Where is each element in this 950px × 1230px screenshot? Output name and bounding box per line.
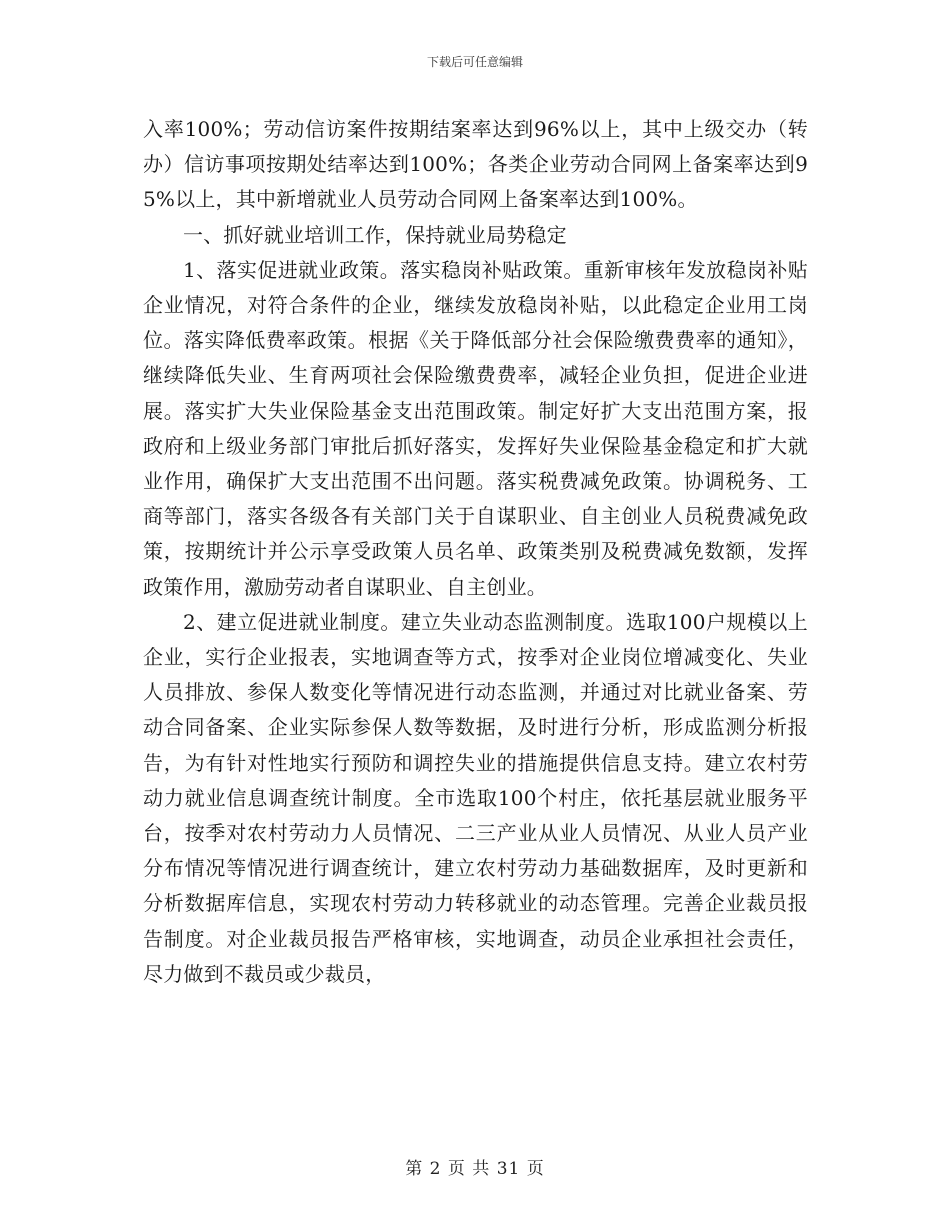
document-body — [143, 112, 808, 992]
paragraph-employment-policy: 1、落实促进就业政策。落实稳岗补贴政策。重新审核年发放稳岗补贴企业情况，对符合条件的企业，继续发放稳岗补贴，以此稳定企业用工岗位。落实降低费率政策。根据《关于降低部分社会保险缴费费率的通知》，继续降低失业、生育两项社会保险缴费费率，减轻企业负担，促进企业进展。落实扩大失业保险基金支出范围政策。制定好扩大支出范围方案，报政府和上级业务部门审批后抓好落实，发挥好失业保险基金稳定和扩大就业作用，确保扩大支出范围不出问题。落实税费减免政策。协调税务、工商等部门，落实各级各有关部门关于自谋职业、自主创业人员税费减免政策，按期统计并公示享受政策人员名单、政策类别及税费减免数额，发挥政策作用，激励劳动者自谋职业、自主创业。 — [143, 257, 808, 599]
section-heading: 一、抓好就业培训工作，保持就业局势稳定 — [183, 222, 567, 247]
paragraph-continuation: 入率100%；劳动信访案件按期结案率达到96%以上，其中上级交办（转办）信访事项按期处结率达到100%；各类企业劳动合同网上备案率达到95%以上，其中新增就业人员劳动合同网上备案率达到100%。 — [143, 117, 808, 212]
document-header-note: 下载后可任意编辑 — [426, 55, 523, 69]
page-number: 第 2 页 共 31 页 — [405, 1159, 545, 1179]
paragraph-employment-system: 2、建立促进就业制度。建立失业动态监测制度。选取100户规模以上企业，实行企业报表，实地调查等方式，按季对企业岗位增减变化、失业人员排放、参保人数变化等情况进行动态监测，并通过对比就业备案、劳动合同备案、企业实际参保人数等数据，及时进行分析，形成监测分析报告，为有针对性地实行预防和调控失业的措施提供信息支持。建立农村劳动力就业信息调查统计制度。全市选取100个村庄，依托基层就业服务平台，按季对农村劳动力人员情况、二三产业从业人员情况、从业人员产业分布情况等情况进行调查统计，建立农村劳动力基础数据库，及时更新和分析数据库信息，实现农村劳动力转移就业的动态管理。完善企业裁员报告制度。对企业裁员报告严格审核，实地调查，动员企业承担社会责任，尽力做到不裁员或少裁员， — [143, 609, 808, 986]
